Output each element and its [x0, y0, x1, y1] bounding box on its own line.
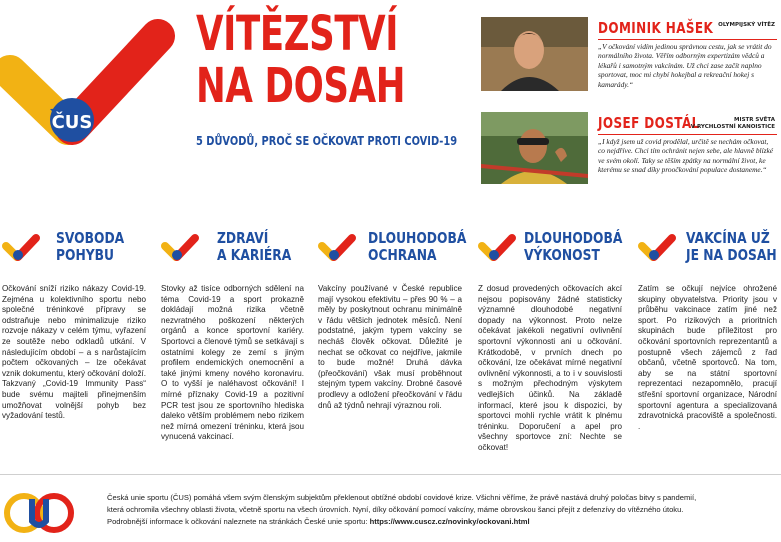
reason-title-line: POHYBU — [56, 246, 115, 264]
athlete-photo-dostal — [481, 112, 588, 184]
athlete-quote: „I když jsem už covid prodělal, určitě se nechám očkovat, co nejdříve. Chci tím ochránit nejen sebe, ale hlavně blízké ve svém okolí. Taky se těším zpátky na normální život, ke kterému se snad díky proočkování populace dostaneme.“ — [598, 137, 774, 175]
footer-line-2: která ochromila všechny oblasti života, včetně sportu na všech úrovních. Nyní, díky očkování pomocí vakcíny, máme obrovskou šanci přejít z defenzívy do vítězného útoku. — [107, 505, 684, 515]
reason-title-line: A KARIÉRA — [217, 246, 292, 264]
logo-text: ČUS — [51, 112, 93, 133]
athlete-divider — [598, 39, 777, 40]
athlete-quote: „V očkování vidím jedinou správnou cestu, jak se vrátit do normálního života. Věřím odborným expertizám vědců a lékařů i samotným vakcínám. Už chci zase začít naplno sportovat, moc mi chybí hokejbal a rekreační hokej s kamarády.“ — [598, 42, 772, 89]
reason-title-line: VÝKONOST — [524, 246, 600, 264]
reason-body: Zatím se očkují nejvíce ohrožené skupiny obyvatelstva. Priority jsou v průběhu vakcinace zatím jiné než sport. Po rizikových a prioritních skupinách bude příležitost pro očkování sportovních reprezentantů a postupně všech zájemců z řad občanů, včetně sportovců. Na tom, aby se na státní sportovní reprezentaci nezapomnělo, pracují střešní sportovní organizace, Národní sportovní agentura a specializovaná zdravotnická pracoviště a společnosti. . — [638, 284, 777, 431]
reason-title-line: SVOBODA — [56, 229, 125, 247]
reason-body: Z dosud provedených očkovacích akcí nejsou popisovány žádné statisticky významné dlouhodobé negativní dopady na výkonnost. Proto nelze očekávat jakékoli negativní ovlivnění sportovní výkonnosti ani u očkování. Krátkodobě, v prvních dnech po očkování, lze očekávat mírné negativní ovlivnění výkonnosti, a to i v souvislosti s možným přechodným výskytem vedlejších účinků. Na základě informací, které jsou k dispozici, by sportovci mohli rychle vrátit k plnému tréninku. Doporučení a apel pro všechny sportovce zní: Nechte se očkovat! — [478, 284, 622, 452]
page-title-line-1: VÍTĚZSTVÍ — [196, 6, 399, 62]
footer-link[interactable]: https://www.cuscz.cz/novinky/ockovani.html — [369, 517, 530, 527]
athlete-title — [718, 22, 775, 29]
athlete-card-hasek — [481, 17, 777, 109]
reason-title — [524, 230, 622, 264]
reason-body: Stovky až tisíce odborných sdělení na téma Covid-19 a sport prokazně dokládají možná rizika včetně nezvratného poškození některých orgánů a konce sportovní kariéry. Sportovci a členové týmů se setkávají s ostatními kolegy ze zemí s jiným profilem endemických onemocnění a také jinými kmeny nového koronaviru. O to vyšší je naléhavost očkování! I mírné příznaky Covid-19 a pozitivní PCR test jsou ze sportovního hlediska daleko větším problémem nebo rizikem než mírná omezení tréninku, která jsou vynucená vakcinací. — [161, 284, 304, 442]
footer-line-3-prefix: Podrobnější informace k očkování naleznete na stránkách České unie sportu: — [107, 517, 370, 527]
page-subtitle: 5 DŮVODŮ, PROČ SE OČKOVAT PROTI COVID-19 — [196, 134, 458, 148]
reason-column-vakcina — [638, 226, 777, 432]
page-title-line-2: NA DOSAH — [196, 58, 406, 114]
footer-line-3 — [107, 516, 775, 528]
reason-title — [56, 230, 124, 264]
reason-header — [2, 226, 146, 284]
reason-title-line: DLOUHODOBÁ — [524, 229, 623, 247]
check-icon — [161, 232, 199, 264]
check-icon — [638, 232, 676, 264]
check-icon — [318, 232, 356, 264]
reason-title — [217, 230, 291, 264]
reason-title-line: DLOUHODOBÁ — [368, 229, 467, 247]
cus-footer-logo — [2, 487, 78, 537]
footer-text — [107, 492, 775, 529]
reason-header — [478, 226, 622, 284]
athlete-title-line: V RYCHLOSTNÍ KANOISTICE — [690, 124, 775, 130]
reason-header — [318, 226, 467, 284]
athlete-card-dostal — [481, 112, 777, 192]
footer-divider — [0, 474, 781, 475]
reason-title — [686, 230, 777, 264]
reason-column-vykonost — [478, 226, 622, 454]
reason-title — [368, 230, 466, 264]
athlete-title-line: OLYMPIJSKÝ VÍTĚZ — [718, 22, 775, 28]
reason-column-zdravi — [161, 226, 304, 443]
athlete-divider — [598, 134, 777, 135]
check-icon — [478, 232, 516, 264]
reason-column-svoboda — [2, 226, 146, 422]
reason-body: Očkování sníží riziko nákazy Covid-19. Zejména u kolektivního sportu nebo společné tréninkové přípravy se odstraňuje nebo minimalizuje riziko rozvoje nákazy v celém týmu, vyřazení ze soutěže nebo odkladů utkání. V následujícím období – a s narůstajícím počtem očkovaných – lze očekávat vznik dokumentu, který očkování doloží. Takzvaný „Covid-19 Immunity Pass“ bude svému majiteli přinejmenším umožňovat volnější pohyb bez vyžadování testů. — [2, 284, 146, 421]
check-icon — [2, 232, 40, 264]
reason-title-line: OCHRANA — [368, 246, 437, 264]
reason-title-line: JE NA DOSAH — [686, 246, 777, 264]
reason-body: Vakcíny používané v České republice mají vysokou efektivitu – přes 90 % – a měly by poskytnout ochranu minimálně v řádu většich jednotek měsíců. Není podstatné, jakým typem vakcíny se necháš člověk očkovat. Důležité je nechat se očkovat co nejdříve, jakmile to bude možné! Druhá dávka (přeočkování) však musí proběhnout stejným typem vakcíny. Drobné časové prodlevy a odložení přeočkování v řádu dnů až týdnů nehrají výraznou roli. — [318, 284, 462, 410]
athlete-title-line: MISTR SVĚTA — [734, 117, 775, 123]
reason-header — [161, 226, 304, 284]
athlete-photo-hasek — [481, 17, 588, 91]
page-title — [196, 8, 456, 112]
reason-title-line: ZDRAVÍ — [217, 229, 269, 247]
footer-line-1: Česká unie sportu (ČUS) pomáhá všem svým členským subjektům překlenout obtížné období covidové krize. Všichni věříme, že právě nastává druhý poločas bitvy s pandemií, — [107, 493, 697, 502]
cus-check-logo — [0, 10, 175, 150]
reason-column-ochrana — [318, 226, 467, 411]
athlete-name: DOMINIK HAŠEK — [598, 19, 714, 37]
athlete-name: JOSEF DOSTÁL — [598, 114, 700, 132]
reason-header — [638, 226, 777, 284]
reason-title-line: VAKCÍNA UŽ — [686, 229, 770, 247]
athlete-title — [691, 117, 775, 131]
